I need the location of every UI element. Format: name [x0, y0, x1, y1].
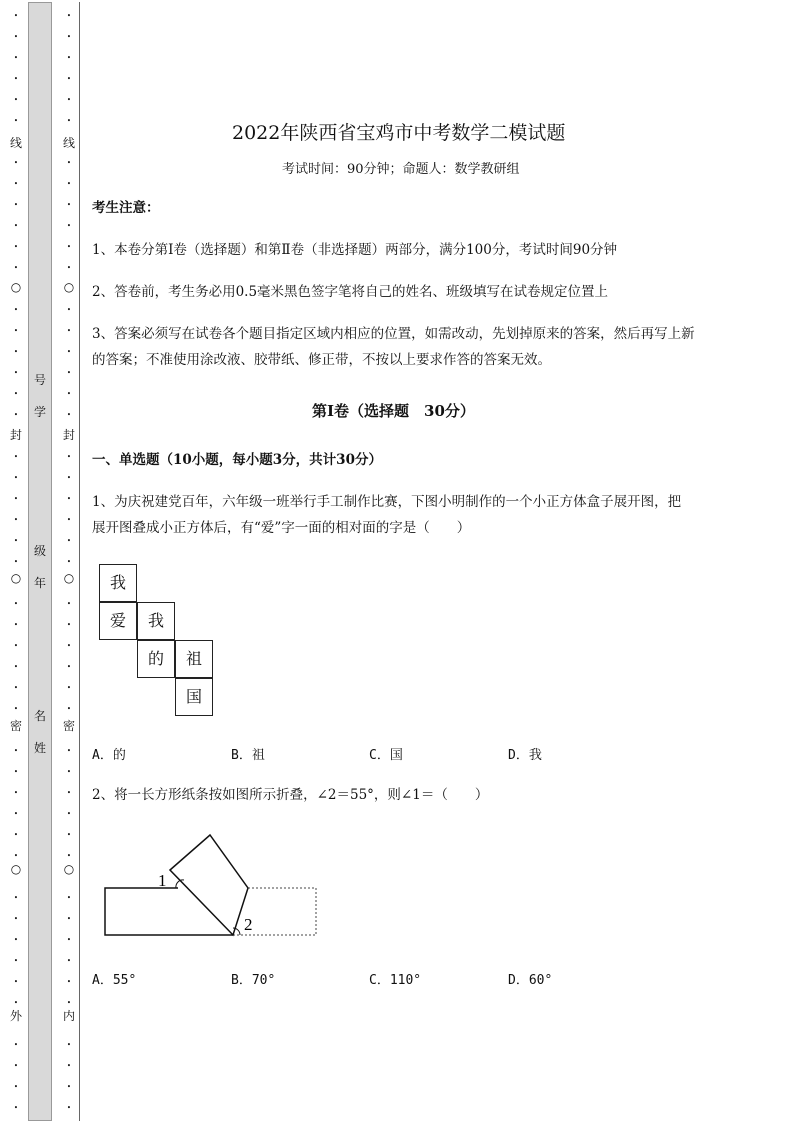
q1-option-b[interactable]: B．祖: [231, 748, 265, 763]
margin-dot: •: [13, 201, 19, 209]
margin-dot: •: [66, 831, 72, 839]
folded-flap: [170, 835, 248, 935]
outer-dot-column: [10, 0, 22, 1123]
margin-dot: •: [13, 516, 19, 524]
margin-dot: •: [13, 33, 19, 41]
margin-dot: •: [66, 705, 72, 713]
margin-dot: •: [13, 327, 19, 335]
margin-dot: •: [66, 1041, 72, 1049]
margin-label: ○: [10, 862, 22, 876]
margin-label: 封: [10, 428, 23, 442]
q1-stem-line-2: 展开图叠成小正方体后，有“爱”字一面的相对面的字是（ ）: [92, 520, 471, 536]
margin-dot: •: [13, 117, 19, 125]
margin-dot: •: [66, 264, 72, 272]
margin-dot: •: [13, 474, 19, 482]
net-cell: 我: [99, 564, 137, 602]
margin-dot: •: [66, 894, 72, 902]
margin-label: 密: [63, 719, 76, 733]
margin-dot: •: [66, 642, 72, 650]
margin-dot: •: [66, 96, 72, 104]
margin-dot: •: [66, 1083, 72, 1091]
margin-dot: •: [13, 1083, 19, 1091]
margin-label: 线: [10, 136, 23, 150]
margin-dot: •: [66, 159, 72, 167]
margin-dot: •: [13, 12, 19, 20]
margin-dot: •: [66, 999, 72, 1007]
part1-title: 第Ⅰ卷（选择题 30分）: [312, 402, 475, 420]
margin-dot: •: [13, 411, 19, 419]
margin-label: 线: [63, 136, 76, 150]
notice-item-2: 2、答卷前，考生务必用0.5毫米黑色签字笔将自己的姓名、班级填写在试卷规定位置上: [92, 284, 609, 300]
margin-dot: •: [66, 117, 72, 125]
q1-option-c[interactable]: C．国: [369, 748, 403, 763]
margin-dot: •: [13, 978, 19, 986]
folded-strip-figure: [100, 830, 340, 940]
margin-dot: •: [66, 936, 72, 944]
margin-dot: •: [13, 915, 19, 923]
margin-dot: •: [13, 684, 19, 692]
q1-option-d[interactable]: D．我: [508, 748, 542, 763]
margin-dot: •: [13, 495, 19, 503]
margin-dot: •: [13, 222, 19, 230]
margin-dot: •: [13, 810, 19, 818]
margin-dot: •: [13, 999, 19, 1007]
q2-option-b[interactable]: B．70°: [231, 973, 276, 988]
exam-subtitle: 考试时间：90分钟；命题人：数学教研组: [282, 162, 520, 177]
margin-dot: •: [66, 663, 72, 671]
inner-dot-column: [63, 0, 75, 1123]
margin-dot: •: [13, 243, 19, 251]
grade-label: 级 年: [33, 544, 46, 590]
margin-label: ○: [63, 280, 75, 294]
margin-dot: •: [13, 957, 19, 965]
margin-dot: •: [13, 852, 19, 860]
margin-dot: •: [66, 558, 72, 566]
margin-dot: •: [66, 789, 72, 797]
margin-dot: •: [66, 495, 72, 503]
margin-dot: •: [13, 348, 19, 356]
margin-dot: •: [13, 558, 19, 566]
net-cell: 国: [175, 678, 213, 716]
margin-dot: •: [66, 768, 72, 776]
margin-dot: •: [13, 1041, 19, 1049]
margin-dot: •: [66, 54, 72, 62]
margin-dot: •: [13, 75, 19, 83]
q2-option-c[interactable]: C．110°: [369, 973, 422, 988]
margin-dot: •: [66, 1104, 72, 1112]
notice-item-1: 1、本卷分第Ⅰ卷（选择题）和第Ⅱ卷（非选择题）两部分，满分100分，考试时间90分钟: [92, 242, 618, 258]
margin-label: 内: [63, 1009, 76, 1023]
margin-dot: •: [66, 516, 72, 524]
margin-dot: •: [66, 75, 72, 83]
margin-dot: •: [66, 306, 72, 314]
margin-dot: •: [66, 327, 72, 335]
angle-1-label: 1: [158, 871, 167, 890]
margin-dot: •: [66, 537, 72, 545]
margin-dot: •: [13, 789, 19, 797]
margin-label: ○: [63, 571, 75, 585]
margin-dot: •: [13, 663, 19, 671]
margin-dot: •: [13, 621, 19, 629]
margin-dot: •: [13, 537, 19, 545]
margin-dot: •: [13, 453, 19, 461]
margin-dot: •: [66, 1062, 72, 1070]
margin-dot: •: [13, 306, 19, 314]
net-cell: 的: [137, 640, 175, 678]
margin-dot: •: [66, 243, 72, 251]
binding-line: [79, 2, 80, 1121]
margin-dot: •: [66, 411, 72, 419]
margin-dot: •: [13, 180, 19, 188]
student-id-label: 号 学: [33, 373, 46, 419]
name-label: 名 姓: [33, 709, 46, 755]
margin-dot: •: [66, 453, 72, 461]
q2-stem: 2、将一长方形纸条按如图所示折叠，∠2＝55°，则∠1＝（ ）: [92, 787, 489, 803]
notice-item-3-line-1: 3、答案必须写在试卷各个题目指定区域内相应的位置，如需改动，先划掉原来的答案，然后再写上新: [92, 326, 695, 342]
margin-dot: •: [13, 831, 19, 839]
margin-label: ○: [63, 862, 75, 876]
margin-dot: •: [66, 348, 72, 356]
margin-dot: •: [66, 852, 72, 860]
margin-dot: •: [66, 957, 72, 965]
margin-label: 密: [10, 719, 23, 733]
margin-dot: •: [66, 201, 72, 209]
margin-dot: •: [13, 54, 19, 62]
margin-dot: •: [13, 390, 19, 398]
margin-dot: •: [13, 1062, 19, 1070]
margin-dot: •: [66, 222, 72, 230]
margin-dot: •: [13, 705, 19, 713]
margin-dot: •: [66, 915, 72, 923]
angle-2-label: 2: [244, 915, 253, 934]
margin-dot: •: [13, 642, 19, 650]
margin-dot: •: [13, 768, 19, 776]
margin-dot: •: [66, 369, 72, 377]
q2-option-d[interactable]: D．60°: [508, 973, 553, 988]
margin-dot: •: [66, 684, 72, 692]
notice-heading: 考生注意：: [92, 200, 160, 216]
q1-stem-line-1: 1、为庆祝建党百年，六年级一班举行手工制作比赛，下图小明制作的一个小正方体盒子展开图，把: [92, 494, 682, 510]
margin-label: ○: [10, 571, 22, 585]
margin-dot: •: [13, 894, 19, 902]
margin-dot: •: [13, 264, 19, 272]
margin-label: ○: [10, 280, 22, 294]
q1-option-a[interactable]: A．的: [92, 748, 126, 763]
net-cell: 我: [137, 602, 175, 640]
q2-option-a[interactable]: A．55°: [92, 973, 137, 988]
margin-dot: •: [66, 810, 72, 818]
margin-dot: •: [13, 747, 19, 755]
margin-dot: •: [13, 369, 19, 377]
margin-dot: •: [13, 936, 19, 944]
margin-dot: •: [66, 600, 72, 608]
margin-dot: •: [66, 33, 72, 41]
margin-dot: •: [66, 474, 72, 482]
margin-dot: •: [13, 1104, 19, 1112]
notice-item-3-line-2: 的答案；不准使用涂改液、胶带纸、修正带，不按以上要求作答的答案无效。: [92, 352, 551, 368]
net-cell: 爱: [99, 602, 137, 640]
margin-dot: •: [13, 600, 19, 608]
margin-label: 外: [10, 1009, 23, 1023]
margin-dot: •: [66, 180, 72, 188]
margin-label: 封: [63, 428, 76, 442]
margin-dot: •: [66, 978, 72, 986]
margin-dot: •: [13, 96, 19, 104]
exam-title: 2022年陕西省宝鸡市中考数学二模试题: [232, 122, 566, 144]
margin-dot: •: [66, 390, 72, 398]
margin-dot: •: [66, 12, 72, 20]
margin-dot: •: [66, 747, 72, 755]
section-heading: 一、单选题（10小题，每小题3分，共计30分）: [92, 452, 382, 468]
margin-dot: •: [13, 159, 19, 167]
margin-dot: •: [66, 621, 72, 629]
net-cell: 祖: [175, 640, 213, 678]
